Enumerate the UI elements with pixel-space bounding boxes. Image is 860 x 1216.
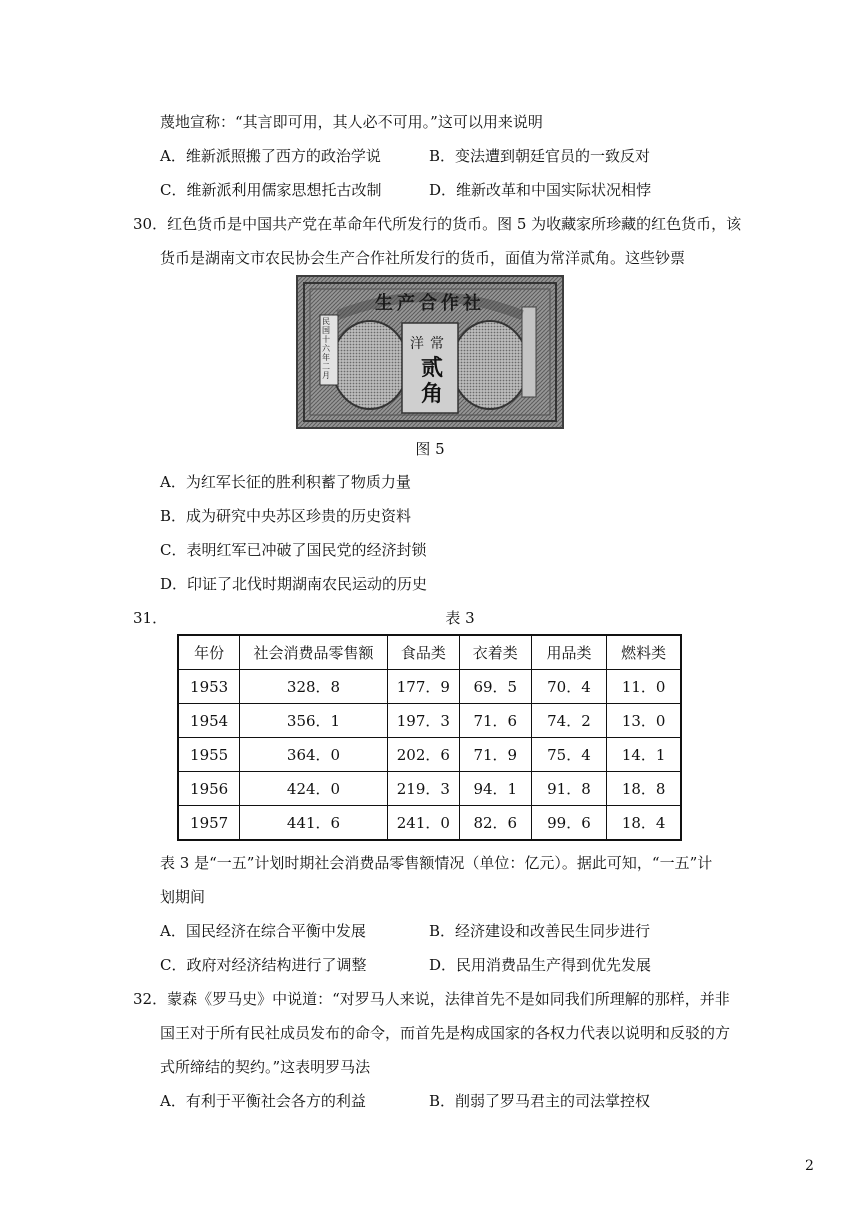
table-cell: 70．4 xyxy=(531,670,607,704)
table-cell: 1955 xyxy=(178,738,240,772)
table-cell: 71．6 xyxy=(459,704,531,738)
table-row xyxy=(178,738,681,772)
banknote-image xyxy=(296,275,564,429)
q31-stem-line-2: 划期间 xyxy=(160,888,206,906)
table-header-cell: 衣着类 xyxy=(459,635,531,670)
table-cell: 94．1 xyxy=(459,772,531,806)
q29-option-a: A．维新派照搬了西方的政治学说 xyxy=(160,147,381,165)
q30-option-c: C．表明红军已冲破了国民党的经济封锁 xyxy=(160,541,427,559)
table-cell: 424．0 xyxy=(240,772,388,806)
q30-stem-line-1 xyxy=(133,214,741,234)
q32-option-a: A．有利于平衡社会各方的利益 xyxy=(160,1092,366,1110)
q30-option-b: B．成为研究中央苏区珍贵的历史资料 xyxy=(160,507,412,525)
table-cell: 202．6 xyxy=(387,738,459,772)
table-header-cell: 社会消费品零售额 xyxy=(240,635,388,670)
banknote-center-big-text: 贰角 xyxy=(420,355,443,407)
q30-stem-text-1: 红色货币是中国共产党在革命年代所发行的货币。图 5 为收藏家所珍藏的红色货币，该 xyxy=(167,215,742,233)
q32-stem-line-3: 式所缔结的契约。”这表明罗马法 xyxy=(160,1058,371,1076)
table-cell: 18．8 xyxy=(607,772,681,806)
table-cell: 18．4 xyxy=(607,806,681,841)
q32-option-b: B．削弱了罗马君主的司法掌控权 xyxy=(429,1092,651,1110)
table-cell: 356．1 xyxy=(240,704,388,738)
table-cell: 219．3 xyxy=(387,772,459,806)
table-cell: 328．8 xyxy=(240,670,388,704)
table-cell: 69．5 xyxy=(459,670,531,704)
table-cell: 177．9 xyxy=(387,670,459,704)
q29-option-c: C．维新派利用儒家思想托古改制 xyxy=(160,181,382,199)
table-cell: 13．0 xyxy=(607,704,681,738)
retail-sales-table xyxy=(177,634,682,841)
q30-number: 30． xyxy=(133,215,168,233)
table-cell: 441．6 xyxy=(240,806,388,841)
table-cell: 11．0 xyxy=(607,670,681,704)
table-row xyxy=(178,670,681,704)
table-row xyxy=(178,704,681,738)
banknote-center-small-text: 洋常 xyxy=(410,336,450,352)
table-header-row xyxy=(178,635,681,670)
q29-option-b: B．变法遭到朝廷官员的一致反对 xyxy=(429,147,651,165)
q30-option-a: A．为红军长征的胜利积蓄了物质力量 xyxy=(160,473,411,491)
q31-option-d: D．民用消费品生产得到优先发展 xyxy=(429,956,652,974)
table-header-cell: 用品类 xyxy=(531,635,607,670)
q29-stem-line: 蔑地宣称：“其言即可用，其人必不可用。”这可以用来说明 xyxy=(160,113,543,131)
q29-option-d: D．维新改革和中国实际状况相悖 xyxy=(429,181,652,199)
table-cell: 99．6 xyxy=(531,806,607,841)
figure-5-caption: 图 5 xyxy=(415,440,445,458)
table-cell: 197．3 xyxy=(387,704,459,738)
table-header-cell: 食品类 xyxy=(387,635,459,670)
q30-stem-line-2: 货币是湖南文市农民协会生产合作社所发行的货币，面值为常洋贰角。这些钞票 xyxy=(160,249,686,267)
table-cell: 14．1 xyxy=(607,738,681,772)
table-header-cell: 燃料类 xyxy=(607,635,681,670)
q31-option-c: C．政府对经济结构进行了调整 xyxy=(160,956,367,974)
q32-stem-line-1 xyxy=(133,989,730,1009)
table-cell: 71．9 xyxy=(459,738,531,772)
banknote-left-vertical-text: 民国十六年二月 xyxy=(322,317,330,380)
table-cell: 364．0 xyxy=(240,738,388,772)
table-3-title: 表 3 xyxy=(445,609,475,627)
table-cell: 1957 xyxy=(178,806,240,841)
q30-option-d: D．印证了北伐时期湖南农民运动的历史 xyxy=(160,575,428,593)
q31-number: 31． xyxy=(133,609,168,627)
page-number: 2 xyxy=(805,1158,814,1174)
table-cell: 74．2 xyxy=(531,704,607,738)
table-cell: 91．8 xyxy=(531,772,607,806)
q32-stem-text-1: 蒙森《罗马史》中说道：“对罗马人来说，法律首先不是如同我们所理解的那样，并非 xyxy=(167,990,730,1008)
table-row xyxy=(178,772,681,806)
q32-stem-line-2: 国王对于所有民社成员发布的命令，而首先是构成国家的各权力代表以说明和反驳的方 xyxy=(160,1024,731,1042)
table-row xyxy=(178,806,681,841)
table-cell: 1954 xyxy=(178,704,240,738)
table-cell: 1956 xyxy=(178,772,240,806)
q32-number: 32． xyxy=(133,990,168,1008)
banknote-top-text: 生产合作社 xyxy=(375,293,485,314)
q31-option-b: B．经济建设和改善民生同步进行 xyxy=(429,922,651,940)
table-cell: 75．4 xyxy=(531,738,607,772)
table-cell: 82．6 xyxy=(459,806,531,841)
table-cell: 1953 xyxy=(178,670,240,704)
q31-stem-line-1: 表 3 是“一五”计划时期社会消费品零售额情况（单位：亿元）。据此可知，“一五”计 xyxy=(160,854,713,872)
table-cell: 241．0 xyxy=(387,806,459,841)
table-header-cell: 年份 xyxy=(178,635,240,670)
q31-option-a: A．国民经济在综合平衡中发展 xyxy=(160,922,366,940)
